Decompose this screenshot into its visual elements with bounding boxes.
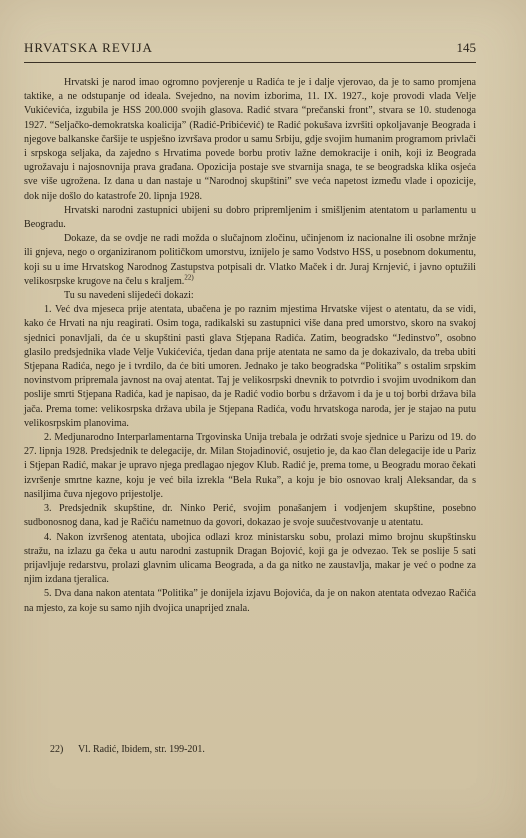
paragraph [24, 76, 476, 204]
paragraph [24, 289, 476, 303]
paragraph [24, 232, 476, 289]
paragraph-text: 1. Već dva mjeseca prije atentata, ubačena je po raznim mjestima Hrvatske vijest o atentatu, da se vidi, kako će Hrvati na nju reagirati. Osim toga, radikalski su zastupnici više dana pred umorstvo, skoro na svakoj sjednici ponavljali, da će u skupštini pasti glava Stjepana Radića. Zatim, beogradsko “Jedinstvo”, osobno glasilo predsjednika vlade Velje Vukićevića, tjedan dana prije atentata ne samo da je dokazivalo, da treba ubiti Stjepana Radića, nego je i tvrdilo, da će biti umoren. Jednako je tako beogradska “Politika” s ostalim srpskim novinstvom pripremala javnost na ovaj atentat. Taj je velikosrpski dnevnik to potvrdio i svojim uvodnikom dan poslije smrti Stjepana Radića, kad je napisao, da je Radić vodio borbu s državom i da je u toj borbi država bila jača. Prema tome: velikosrpska država ubila je Stjepana Radića, vođu hrvatskoga naroda, jer je stajao na putu velikosrpskim planovima. [24, 304, 476, 429]
paragraph-text: 2. Medjunarodno Interparlamentarna Trgovinska Unija trebala je održati svoje sjednice u Parizu od 19. do 27. lipnja 1928. Predsjednik te delegacije, dr. Milan Stojadinović, osujetio je, da kao član delegacije ide u Pariz i Stjepan Radić, makar je upravo njega predlagao njegov Klub. Radić je, prema tome, u Beogradu morao čekati izvršenje smrtne kazne, koju je već bila izrekla “Bela Ruka”, a koju je bio osnovao kralj Aleksandar, da s nasiljima čuva njegovo prijestolje. [24, 432, 476, 500]
paragraph-text: Hrvatski je narod imao ogromno povjerenje u Radića te je i dalje vjerovao, da je to samo promjena taktike, a ne odstupanje od ideala. Svejedno, na novim izborima, 11. IX. 1927., koje provodi vlada Velje Vukićevića, izgubila je HSS 200.000 svojih glasova. Radić stvara “prečanski front”, stvara se 10. studenoga 1927. “Seljačko-demokratska koalicija” (Radić-Pribićević) te Radić pokušava izvršiti opkoljavanje Beograda i njegove balkanske čaršije te uspješno izvršava prodor u samu Srbiju, gdje svojim humanim programom privlači i srpskoga seljaka, da zajedno s Hrvatima povede borbu protiv lažne demokracije i onih, koji iz Beograda ugrožavaju i najosnovnija prava građana. Opozicija postaje sve stvarnija snaga, te se beogradska klika osjeća sve više ugrožena. Iz dana u dan nastaje u “Narodnoj skupštini” sve veća napetost između vlade i opozicije, dok nije došlo do katastrofe 20. lipnja 1928. [24, 77, 476, 202]
evidence-item-1 [24, 303, 476, 431]
evidence-item-2 [24, 431, 476, 502]
journal-title: HRVATSKA REVIJA [24, 40, 153, 55]
evidence-item-4 [24, 531, 476, 588]
paragraph [24, 204, 476, 232]
paragraph-text: Hrvatski narodni zastupnici ubijeni su dobro pripremljenim i smišljenim atentatom u parlamentu u Beogradu. [24, 204, 476, 231]
footnote-text: Vl. Radić, Ibidem, str. 199-201. [78, 744, 205, 755]
body-text [24, 76, 476, 616]
footnote-mark: 22) [50, 744, 64, 755]
evidence-item-3 [24, 502, 476, 530]
paragraph-text: 4. Nakon izvršenog atentata, ubojica odlazi kroz ministarsku sobu, prolazi mimo brojnu skupštinsku stražu, na izlazu ga čeka u autu narodni zastupnik Dragan Bojović, koji ga je odvezao. Tek se poslije 5 sati prijavljuje redarstvu, prolazi glavnim ulicama Beograda, a da ga nitko ne zaustavlja, makar je već o podne za njim izdana tjeralica. [24, 531, 476, 586]
page-number: 145 [456, 40, 476, 55]
running-header [24, 38, 476, 60]
paragraph-text: 5. Dva dana nakon atentata “Politika” je donijela izjavu Bojovića, da je on nakon atentata odvezao Račića na mjesto, za koje su samo njih dvojica unaprijed znala. [24, 588, 476, 614]
paragraph-text: 3. Predsjednik skupštine, dr. Ninko Perić, svojim ponašanjem i vodjenjem skupštine, posebno sudbonosnog dana, kad je Račiću nametnuo da govori, dokazao je svoje suučestvovanje u atentatu. [24, 503, 476, 529]
evidence-item-5 [24, 587, 476, 615]
footnote [50, 744, 205, 755]
paragraph-text: Dokaze, da se ovdje ne radi možda o slučajnom zločinu, učinjenom iz nacionalne ili osobne mržnje ili gnjeva, nego o organiziranom političkom umorstvu, iznijelo je samo Vodstvo HSS, u posebnom dokumentu, koji su u ime Hrvatskog Narodnog Zastupstva potpisali dr. Vlatko Maček i dr. Juraj Krnjević, i javno optužili velikosrpske krugove na čelu s kraljem. [24, 233, 476, 287]
paragraph-text: Tu su navedeni slijedeći dokazi: [64, 290, 194, 302]
footnote-reference: 22) [184, 273, 194, 282]
header-rule [24, 62, 476, 63]
